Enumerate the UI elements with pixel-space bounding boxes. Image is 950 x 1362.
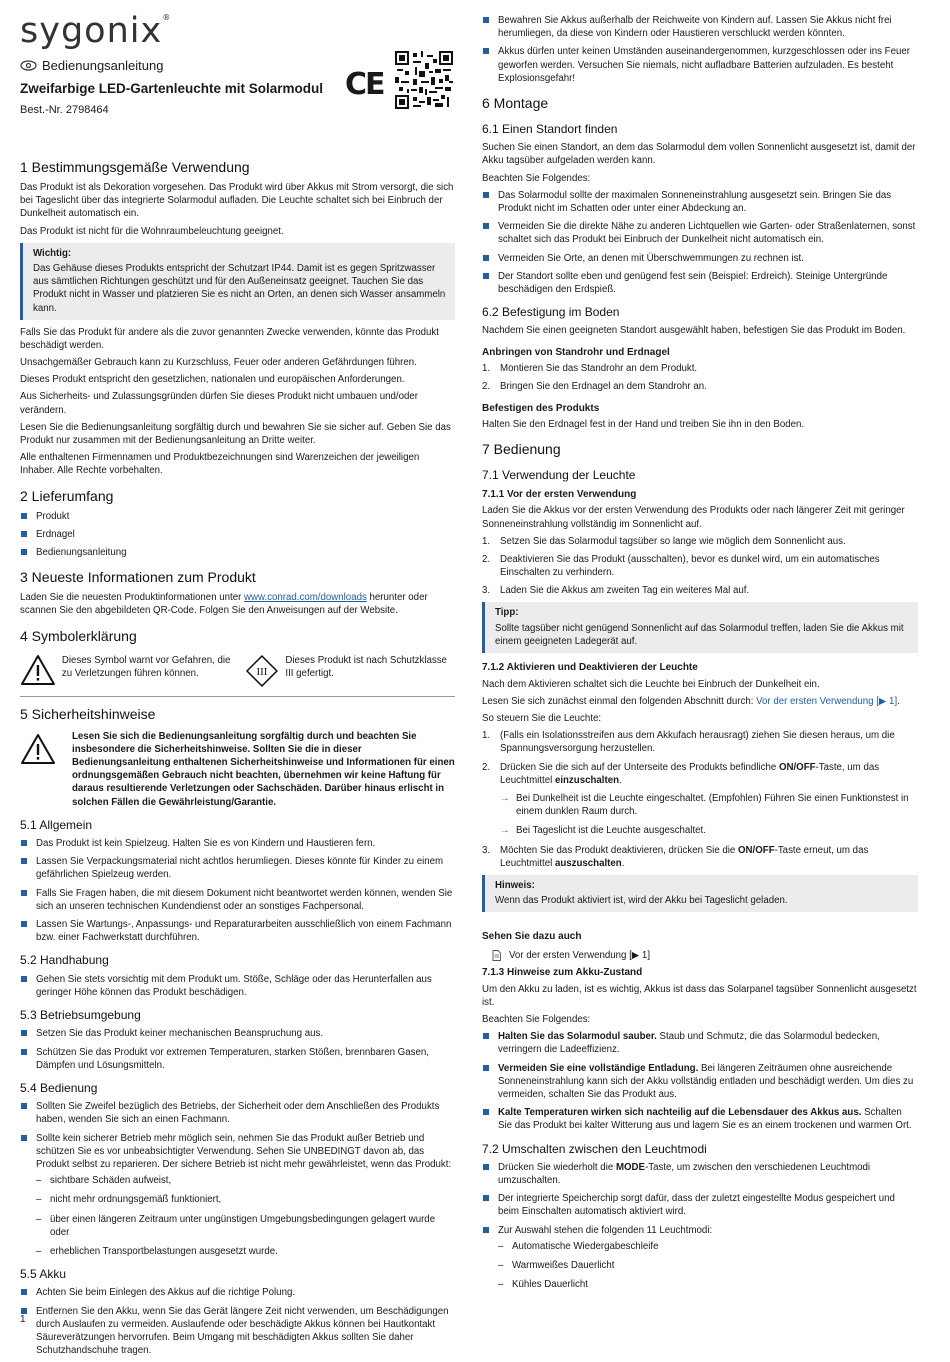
heading-s1: 1 Bestimmungsgemäße Verwendung [20,159,250,175]
s61-p: Suchen Sie einen Standort, an dem das Solarmodul dem vollen Sonnenlicht ausgesetzt ist, damit der Akku tagsüber aufgeladen werden kann. [482,142,916,167]
environment-list [20,1027,455,1072]
list-item: 1. (Falls ein Isolationsstreifen aus dem Akkufach herausragt) ziehen Sie diesen heraus, um die Spannungsversorgung herzustellen. [482,730,895,755]
list-item: – über einen längeren Zeitraum unter ungünstigen Umgebungsbedingungen gelagert wurde oder [36,1213,455,1239]
heading-s5: 5 Sicherheitshinweise [20,705,156,722]
warning-triangle-icon [20,654,56,686]
list-item: Lassen Sie Wartungs-, Anpassungs- und Reparaturarbeiten ausschließlich von einem Fachmann bzw. einer Fachwerkstatt durchführen. [20,918,455,944]
eye-icon [20,60,37,71]
tip-title: Tipp: [495,607,519,619]
list-item: Schützen Sie das Produkt vor extremen Temperaturen, starken Stößen, brennbaren Gasen, Dämpfen und Lösungsmitteln. [20,1046,455,1072]
general-list [20,837,455,944]
list-item: Achten Sie beim Einlegen des Akkus auf die richtige Polung. [20,1286,455,1299]
s62-p: Nachdem Sie einen geeigneten Standort ausgewählt haben, befestigen Sie das Produkt im Boden. [482,325,906,337]
s1-p1: Das Produkt ist als Dekoration vorgesehen. Das Produkt wird über Akkus mit Strom versorgt, die sich bei Tageslicht über das integrierte Solarmodul aufladen. Die Leuchte schaltet sich bei Einbruch der Dunkelheit automatisch ein. [20,182,454,220]
s1-p3: Falls Sie das Produkt für andere als die zuvor genannten Zwecke verwenden, könnte das Produkt beschädigt werden. [20,326,439,351]
s1-p4: Unsachgemäßer Gebrauch kann zu Kurzschluss, Feuer oder anderen Gefährdungen führen. [20,357,417,369]
s61-note: Beachten Sie Folgendes: [482,172,591,184]
warning-triangle-icon [20,733,56,765]
heading-s711: 7.1.1 Vor der ersten Verwendung [482,488,637,500]
list-item: Das Produkt ist kein Spielzeug. Halten Sie es von Kindern und Haustieren fern. [20,837,455,850]
control-steps [482,729,918,870]
safety-warning [20,730,455,809]
location-list [482,189,918,296]
s712-p3: So steuern Sie die Leuchte: [482,713,602,724]
important-text: Das Gehäuse dieses Produkts entspricht der Schutzart IP44. Damit ist es gegen Spritzwasser aus sämtlichen Richtungen geschützt und für den Außeneinsatz geeignet. Tauchen Sie das Produkt nicht in Wasser und platzieren Sie es nicht an Orten, an denen sich Wasser ansammeln kann. [33,262,446,314]
first-use-link[interactable]: Vor der ersten Verwendung [▶ 1] [756,695,898,707]
heading-s7: 7 Bedienung [482,441,561,458]
heading-s6: 6 Montage [482,94,549,111]
list-item: Vermeiden Sie die direkte Nähe zu anderen Lichtquellen wie Garten- oder Straßenlaternen, sonst schaltet sich das Produkt bei Einbruch der Dunkelheit nicht automatisch ein. [482,220,918,246]
left-column [20,0,455,1362]
list-item: – Automatische Wiedergabeschleife [498,1240,918,1253]
heading-s54: 5.4 Bedienung [20,1080,98,1095]
list-item: – Warmweißes Dauerlicht [498,1259,918,1272]
handling-list [20,973,455,999]
heading-s72: 7.2 Umschalten zwischen den Leuchtmodi [482,1141,707,1156]
s1-p2: Das Produkt ist nicht für die Wohnraumbeleuchtung geeignet. [20,225,284,237]
s3-text: Laden Sie die neuesten Produktinformationen unter www.conrad.com/downloads herunter oder scannen Sie den abgebildeten QR-Code. Folgen Sie den Anweisungen auf der Website. [20,592,428,617]
s1-p6: Aus Sicherheits- und Zulassungsgründen dürfen Sie dieses Produkt nicht umbauen und/oder verändern. [20,391,418,416]
symbol-2-text: Dieses Produkt ist nach Schutzklasse III gefertigt. [285,654,447,679]
ce-mark: CE [345,67,384,102]
list-item: Halten Sie das Solarmodul sauber. Staub und Schmutz, die das Solarmodul bedecken, verringern die Ladeeffizienz. [482,1030,918,1056]
s62-sub1: Anbringen von Standrohr und Erdnagel [482,346,670,358]
downloads-link[interactable]: www.conrad.com/downloads [244,592,367,604]
operation-list [20,1100,455,1258]
heading-s62: 6.2 Befestigung im Boden [482,305,620,320]
list-item: Lassen Sie Verpackungsmaterial nicht achtlos herumliegen. Dieses könnte für Kinder zu einem gefährlichen Spielzeug werden. [20,855,455,881]
list-item: Der Standort sollte eben und genügend fest sein (Beispiel: Erdreich). Steinige Untergründe beschädigen den Erdspieß. [482,270,918,296]
list-item: → Bei Tageslicht ist die Leuchte ausgeschaltet. [500,824,918,837]
list-item: 3. Möchten Sie das Produkt deaktivieren, drücken Sie die ON/OFF-Taste erneut, um das Leuchtmittel auszuschalten. [482,844,869,869]
hint-title: Hinweis: [495,879,535,891]
result-list [500,792,918,838]
list-item: → Bei Dunkelheit ist die Leuchte eingeschaltet. (Empfohlen) Führen Sie einen Funktionstest in einem dunklen Raum durch. [500,792,918,818]
s62-p2: Halten Sie den Erdnagel fest in der Hand und treiben Sie ihn in den Boden. [482,419,805,431]
tip-box [482,602,918,653]
s712-p1: Nach dem Aktivieren schaltet sich die Leuchte bei Einbruch der Dunkelheit ein. [482,678,820,690]
protection-class-iii-icon [245,654,279,688]
heading-s3: 3 Neueste Informationen zum Produkt [20,569,256,586]
list-item: Drücken Sie wiederholt die MODE-Taste, um zwischen den verschiedenen Leuchtmodi umzuschalten. [482,1161,918,1187]
header-block [20,57,455,149]
list-item: Kalte Temperaturen wirken sich nachteilig auf die Lebensdauer des Akkus aus. Schalten Sie das Produkt bei kalter Witterung aus und lagern Sie es an einem trockenen und warmen Ort. [482,1106,918,1132]
s62-sub2: Befestigen des Produkts [482,402,600,414]
list-item: Falls Sie Fragen haben, die mit diesem Dokument nicht beantwortet werden können, wenden Sie sich an unseren technischen Kundendienst oder an sonstiges Fachpersonal. [20,887,455,913]
heading-s712: 7.1.2 Aktivieren und Deaktivieren der Leuchte [482,662,698,674]
heading-s53: 5.3 Betriebsumgebung [20,1008,141,1023]
list-item: Sollte kein sicherer Betrieb mehr möglich sein, nehmen Sie das Produkt außer Betrieb und schützen Sie es vor unbeabsichtigter Verwendung. Sehen Sie UNBEDINGT davon ab, das Produkt selbst zu reparieren. Der sichere Betrieb ist nicht mehr gewährleistet, wenn das Produkt: – sichtbare Schäden aufweist, – nicht mehr ordnungsgemäß funktioniert, – über einen längeren Zeitraum unter ungünstigen Umgebungsbedingungen gelagert wurde oder – erheblichen Transportbelastungen ausgesetzt wurde. [20,1132,455,1259]
s712-p2: Lesen Sie sich zunächst einmal den folgenden Abschnitt durch: Vor der ersten Verwendung [▶ 1]. [482,695,900,707]
order-number: Best.-Nr. 2798464 [20,104,109,117]
mode-list [482,1161,918,1292]
see-also-item[interactable] [492,949,918,962]
important-title: Wichtig: [33,247,72,259]
scope-list [20,510,455,560]
heading-s2: 2 Lieferumfang [20,487,114,504]
brand-logo: sygonix® [20,11,172,51]
list-item: 2. Bringen Sie den Erdnagel an dem Standrohr an. [482,381,707,393]
important-box [20,243,455,320]
s1-p8: Alle enthaltenen Firmennamen und Produktbezeichnungen sind Warenzeichen der jeweiligen Inhaber. Alle Rechte vorbehalten. [20,452,420,477]
divider [20,696,455,697]
svg-text:III: III [256,665,268,678]
qr-code [395,51,453,109]
heading-s71: 7.1 Verwendung der Leuchte [482,468,636,483]
s711-p: Laden Sie die Akkus vor der ersten Verwendung des Produkts oder nach längerer Zeit mit geringer Sonneneinstrahlung vollständig im Sonnenlicht auf. [482,505,905,530]
hint-box [482,875,918,912]
battery-list-b [482,14,918,85]
list-item: Gehen Sie stets vorsichtig mit dem Produkt um. Stöße, Schläge oder das Herunterfallen aus geringer Höhe können das Produkt beschädigen. [20,973,455,999]
list-item: – erheblichen Transportbelastungen ausgesetzt wurde. [36,1245,455,1258]
symbols-row [20,654,455,688]
list-item: Erdnagel [20,528,455,541]
battery-state-list [482,1030,918,1132]
doc-type: Bedienungsanleitung [20,57,455,75]
page-number: 1 [20,1314,26,1325]
s713-p: Um den Akku zu laden, ist es wichtig, Akkus ist dass das Solarpanel tagsüber Sonnenlicht ausgesetzt ist. [482,983,917,1008]
list-item: Zur Auswahl stehen die folgenden 11 Leuchtmodi: – Automatische Wiedergabeschleife – Warmweißes Dauerlicht – Kühles Dauerlicht [482,1224,918,1292]
list-item: Entfernen Sie den Akku, wenn Sie das Gerät längere Zeit nicht verwenden, um Beschädigungen durch Auslaufen zu vermeiden. Auslaufende oder beschädigte Akkus können bei Hautkontakt Säureverätzungen hervorrufen. Beim Umgang mit beschädigten Akkus sollten Sie daher Schutzhandschuhe tragen. [20,1305,455,1358]
heading-s4: 4 Symbolerklärung [20,627,137,644]
symbol-1-text: Dieses Symbol warnt vor Gefahren, die zu Verletzungen führen können. [61,654,231,679]
list-item: Vermeiden Sie Orte, an denen mit Überschwemmungen zu rechnen ist. [482,252,918,265]
see-also-heading: Sehen Sie dazu auch [482,931,582,943]
list-item: 2. Drücken Sie die sich auf der Unterseite des Produkts befindliche ON/OFF-Taste, um das Leuchtmittel einzuschalten. → Bei Dunkelheit ist die Leuchte eingeschaltet. (Empfohlen) Führen Sie einen Funktionstest in einem dunklen Raum durch. → Bei Tageslicht ist die Leuchte ausgeschaltet. [482,761,918,838]
list-item: – Kühles Dauerlicht [498,1278,918,1291]
see-also-link[interactable]: Vor der ersten Verwendung [▶ 1] [509,949,651,961]
s713-note: Beachten Sie Folgendes: [482,1014,591,1025]
list-item: Bewahren Sie Akkus außerhalb der Reichweite von Kindern auf. Lassen Sie Akkus nicht frei herumliegen, da diese von Kindern oder Haustieren verschluckt werden könnten. [482,14,918,40]
list-item: 1. Setzen Sie das Solarmodul tagsüber so lange wie möglich dem Sonnenlicht aus. [482,535,846,547]
list-item: – nicht mehr ordnungsgemäß funktioniert, [36,1193,455,1206]
s1-p7: Lesen Sie die Bedienungsanleitung sorgfältig durch und bewahren Sie sie sicher auf. Geben Sie das Produkt nur zusammen mit der Bedienungsanleitung an Dritte weiter. [20,421,451,447]
right-column [482,14,918,1297]
light-modes [498,1240,918,1292]
list-item: 2. Deaktivieren Sie das Produkt (ausschalten), bevor es dunkel wird, um ein automatisches Einschalten zu verhindern. [482,553,880,579]
list-item: 3. Laden Sie die Akkus am zweiten Tag ein weiteres Mal auf. [482,585,750,597]
list-item: Produkt [20,510,455,523]
list-item: Der integrierte Speicherchip sorgt dafür, dass der zuletzt eingestellte Modus gespeichert und beim Einschalten automatisch aktiviert wird. [482,1192,918,1218]
list-item: Sollten Sie Zweifel bezüglich des Betriebs, der Sicherheit oder dem Anschließen des Produkts haben, wenden Sie sich an einen Fachmann. [20,1100,455,1126]
battery-list-a [20,1286,455,1357]
safety-warning-text: Lesen Sie sich die Bedienungsanleitung sorgfältig durch und beachten Sie insbesondere die Sicherheitshinweise. Sollten Sie die in dieser Bedienungsanleitung enthaltenen Sicherheitshinweise und Informationen für einen ordnungsgemäßen Gebrauch nicht beachten, übernehmen wir keine Haftung für daraus resultierende Verletzungen oder Sachschäden. Darüber hinaus erlischt in solchen Fällen die Gewährleistung/Garantie. [72,730,455,808]
heading-s51: 5.1 Allgemein [20,817,93,832]
list-item: Akkus dürfen unter keinen Umständen auseinandergenommen, kurzgeschlossen oder ins Feuer geworfen werden. Versuchen Sie niemals, nicht aufladbare Batterien aufzuladen. Es besteht Explosionsgefahr! [482,45,918,85]
first-use-steps [482,535,918,598]
list-item: Setzen Sie das Produkt keiner mechanischen Beanspruchung aus. [20,1027,455,1040]
list-item: 1. Montieren Sie das Standrohr an dem Produkt. [482,363,698,375]
tip-text: Sollte tagsüber nicht genügend Sonnenlicht auf das Solarmodul treffen, laden Sie die Akkus mit einem geeigneten Ladegerät auf. [495,622,904,647]
list-item: Das Solarmodul sollte der maximalen Sonneneinstrahlung ausgesetzt sein. Bringen Sie das Produkt nicht im Schatten oder unter einer Abdeckung an. [482,189,918,215]
list-item: Bedienungsanleitung [20,546,455,559]
list-item: – sichtbare Schäden aufweist, [36,1174,455,1187]
hint-text: Wenn das Produkt aktiviert ist, wird der Akku bei Tageslicht geladen. [495,895,788,907]
heading-s52: 5.2 Handhabung [20,953,109,968]
mounting-steps [482,362,918,393]
product-title: Zweifarbige LED-Gartenleuchte mit Solarmodul [20,80,324,96]
list-item: Vermeiden Sie eine vollständige Entladung. Bei längeren Zeiträumen ohne ausreichende Sonneneinstrahlung kann sich der Akku vollständig entladen und beschädigt werden. Um dies zu vermeiden, schalten Sie das Produkt aus. [482,1062,918,1102]
document-icon [492,950,501,961]
s1-p5: Dieses Produkt entspricht den gesetzlichen, nationalen und europäischen Anforderungen. [20,374,405,386]
heading-s61: 6.1 Einen Standort finden [482,121,618,136]
heading-s55: 5.5 Akku [20,1267,67,1282]
heading-s713: 7.1.3 Hinweise zum Akku-Zustand [482,967,643,979]
condition-list [36,1174,455,1258]
